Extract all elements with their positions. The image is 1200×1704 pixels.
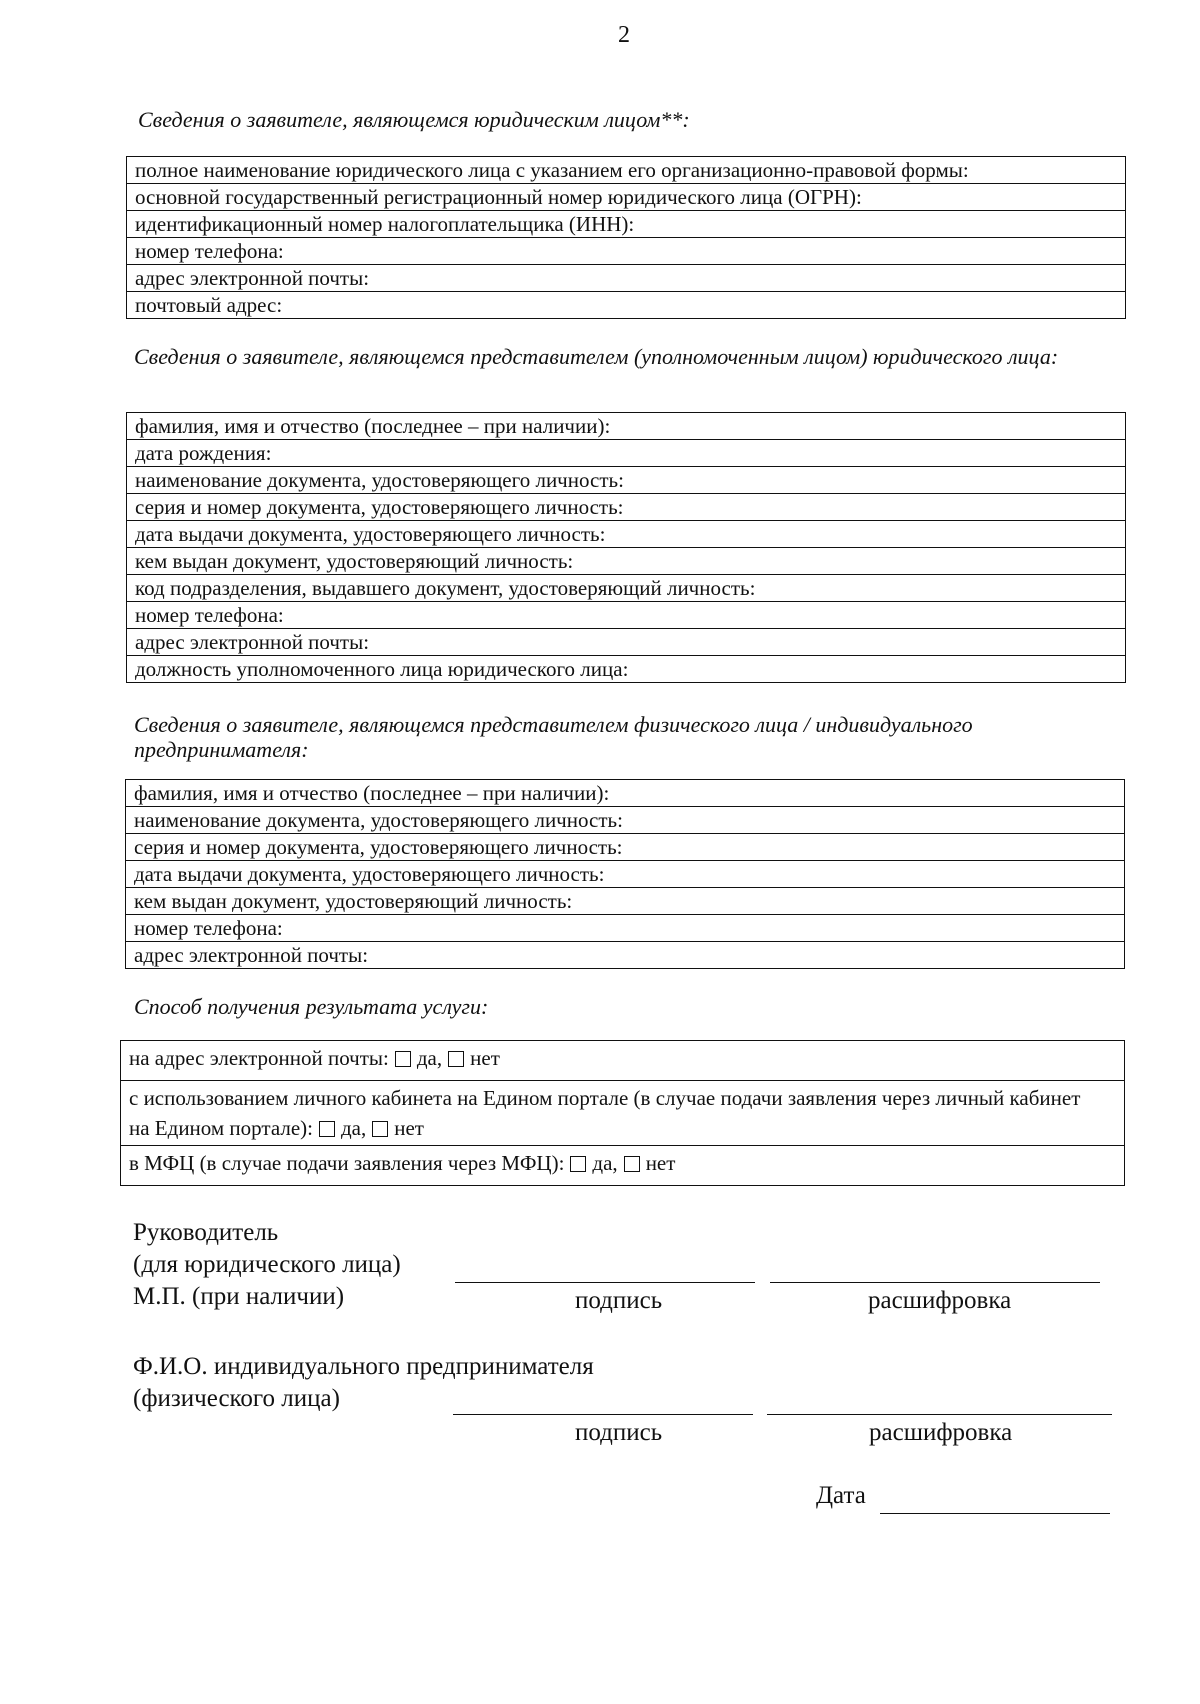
table-row: серия и номер документа, удостоверяющего личность:	[126, 834, 1124, 861]
result-method-table	[120, 1040, 1125, 1186]
decode-caption: расшифровка	[869, 1419, 1013, 1446]
option-label: в МФЦ (в случае подачи заявления через МФЦ):	[129, 1151, 565, 1175]
table-row: серия и номер документа, удостоверяющего личность:	[127, 494, 1125, 521]
decode-line[interactable]	[770, 1282, 1100, 1283]
table-row: основной государственный регистрационный номер юридического лица (ОГРН):	[127, 184, 1125, 211]
option-yes-label: да,	[592, 1151, 618, 1175]
table-row: номер телефона:	[126, 915, 1124, 942]
date-line[interactable]	[880, 1513, 1110, 1514]
head-line-1: Руководитель	[133, 1219, 279, 1246]
date-label: Дата	[816, 1482, 866, 1509]
result-option-portal	[121, 1081, 1124, 1146]
table-row: дата выдачи документа, удостоверяющего личность:	[126, 861, 1124, 888]
section-heading-legal-entity: Сведения о заявителе, являющемся юридическим лицом**:	[138, 107, 690, 132]
table-row: должность уполномоченного лица юридического лица:	[135, 657, 629, 681]
head-line-2: (для юридического лица)	[133, 1251, 401, 1278]
table-row: кем выдан документ, удостоверяющий личность:	[126, 888, 1124, 915]
table-row: кем выдан документ, удостоверяющий личность:	[127, 548, 1125, 575]
signature-caption: подпись	[575, 1287, 663, 1314]
page-number: 2	[618, 22, 630, 48]
table-row: номер телефона:	[127, 602, 1125, 629]
option-no-label: нет	[394, 1116, 424, 1140]
table-row: наименование документа, удостоверяющего личность:	[127, 467, 1125, 494]
option-no-label: нет	[645, 1151, 676, 1175]
legal-entity-table	[126, 156, 1126, 319]
ip-line-1: Ф.И.О. индивидуального предпринимателя	[133, 1353, 594, 1380]
checkbox-yes[interactable]	[319, 1121, 335, 1137]
option-no-label: нет	[470, 1046, 500, 1070]
table-row: идентификационный номер налогоплательщика (ИНН):	[127, 211, 1125, 238]
table-row: код подразделения, выдавшего документ, удостоверяющий личность:	[127, 575, 1125, 602]
table-row: полное наименование юридического лица с указанием его организационно-правовой формы:	[127, 157, 1125, 184]
table-row: адрес электронной почты:	[127, 265, 1125, 292]
table-row: номер телефона:	[127, 238, 1125, 265]
table-row: почтовый адрес:	[135, 293, 283, 317]
signature-line[interactable]	[453, 1414, 753, 1415]
section-heading-individual-representative: Сведения о заявителе, являющемся представителем физического лица / индивидуального предпринимателя:	[134, 712, 973, 762]
option-label: с использованием личного кабинета на Едином портале (в случае подачи заявления через личный кабинет на Едином портале):	[129, 1086, 1081, 1140]
table-row: адрес электронной почты:	[127, 629, 1125, 656]
checkbox-yes[interactable]	[570, 1156, 586, 1172]
option-yes-label: да,	[416, 1046, 443, 1070]
signature-caption: подпись	[575, 1419, 663, 1446]
checkbox-no[interactable]	[624, 1156, 640, 1172]
table-row: фамилия, имя и отчество (последнее – при наличии):	[127, 413, 1125, 440]
individual-representative-table	[125, 779, 1125, 969]
signature-head-label	[133, 1217, 401, 1313]
signature-ip-label	[133, 1351, 594, 1415]
head-line-3: М.П. (при наличии)	[133, 1283, 345, 1310]
option-label: на адрес электронной почты:	[129, 1046, 389, 1070]
table-row: дата выдачи документа, удостоверяющего личность:	[127, 521, 1125, 548]
section-heading-legal-representative: Сведения о заявителе, являющемся представителем (уполномоченным лицом) юридического лица:	[134, 344, 1059, 369]
decode-caption: расшифровка	[868, 1287, 1012, 1314]
table-row: дата рождения:	[127, 440, 1125, 467]
result-option-mfc	[121, 1146, 1124, 1185]
table-row: наименование документа, удостоверяющего личность:	[126, 807, 1124, 834]
legal-representative-table	[126, 412, 1126, 683]
checkbox-no[interactable]	[448, 1051, 464, 1067]
table-row: адрес электронной почты:	[134, 943, 369, 967]
signature-line[interactable]	[455, 1282, 755, 1283]
result-option-email	[121, 1041, 1124, 1081]
checkbox-yes[interactable]	[395, 1051, 411, 1067]
ip-line-2: (физического лица)	[133, 1385, 340, 1412]
checkbox-no[interactable]	[372, 1121, 388, 1137]
decode-line[interactable]	[767, 1414, 1112, 1415]
option-yes-label: да,	[340, 1116, 367, 1140]
table-row: фамилия, имя и отчество (последнее – при наличии):	[126, 780, 1124, 807]
section-heading-result-method: Способ получения результата услуги:	[134, 994, 489, 1019]
